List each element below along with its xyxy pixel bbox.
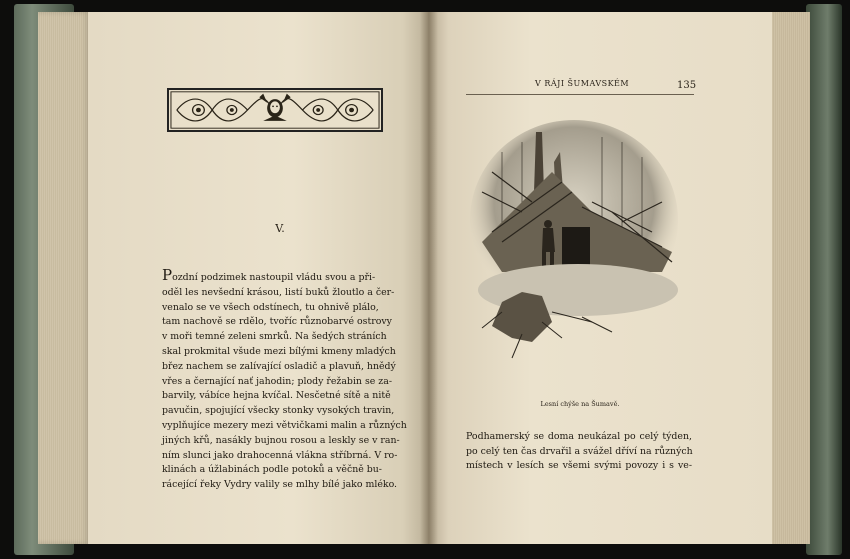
- text-line-11: vyplňujíce mezery mezi větvičkami malin a různých: [162, 419, 407, 431]
- right-page-text: [466, 430, 692, 474]
- right-text-line-1: Podhamerský se doma neukázal po celý týden,: [466, 431, 692, 442]
- ornamental-headpiece: [167, 88, 383, 132]
- drop-cap: P: [162, 266, 173, 284]
- illustration-caption: Lesní chýše na Šumavě.: [540, 400, 620, 408]
- chapter-number: V.: [275, 222, 285, 235]
- text-line-12: jiných křů, nasákly bujnou rosou a leskly se v ran-: [162, 434, 400, 446]
- book-gutter: [420, 12, 438, 544]
- right-text-line-3: místech v lesích se všemi svými povozy i s ve-: [466, 460, 692, 472]
- forest-hut-illustration: [462, 112, 698, 390]
- header-rule: [466, 94, 694, 95]
- text-line-4: tam nachově se rdělo, tvoříc různobarvé ostrovy: [162, 316, 392, 328]
- page-edges-right: [770, 12, 810, 544]
- text-line-3: venalo se ve všech odstínech, tu ohnivě plálo,: [162, 301, 379, 313]
- text-line-7: břez nachem se zalívající osladič a plavuň, hnědý: [162, 360, 396, 372]
- text-line-6: skal prokmital všude mezi bílými kmeny mladých: [162, 345, 396, 357]
- text-line-14: klinách a úžlabinách podle potoků a věčně bu-: [162, 464, 382, 476]
- left-page-text: [162, 266, 407, 493]
- right-text-line-2: po celý ten čas drvařil a svážel dříví na různých: [466, 445, 693, 457]
- text-line-1: [162, 266, 376, 286]
- text-line-15: rácející řeky Vydry valily se mlhy bílé jako mléko.: [162, 479, 398, 491]
- book-cover-right: [806, 4, 842, 555]
- page-number: 135: [677, 80, 697, 91]
- page-edges-left: [38, 12, 90, 544]
- text-line-13: ním slunci jako drahocenná vlákna stříbrná. V ro-: [162, 449, 398, 461]
- text-line-5: v moři temné zeleni smrků. Na šedých stráních: [162, 331, 387, 343]
- text-line-10: pavučin, spojující všecky stonky vysokých travin,: [162, 405, 395, 417]
- text-line-8: vřes a černající nať jahodin; plody řežabin se za-: [162, 375, 392, 387]
- text-line-9: barvily, vábíce hejna kvíčal. Nesčetné sítě a nitě: [162, 390, 391, 402]
- text-line-2: oděl les nevšední krásou, listí buků žloutlo a čer-: [162, 286, 395, 298]
- text-line-1-rest: ozdní podzimek nastoupil vládu svou a při-: [172, 272, 376, 283]
- running-head: V RÁJI ŠUMAVSKÉM: [535, 79, 630, 88]
